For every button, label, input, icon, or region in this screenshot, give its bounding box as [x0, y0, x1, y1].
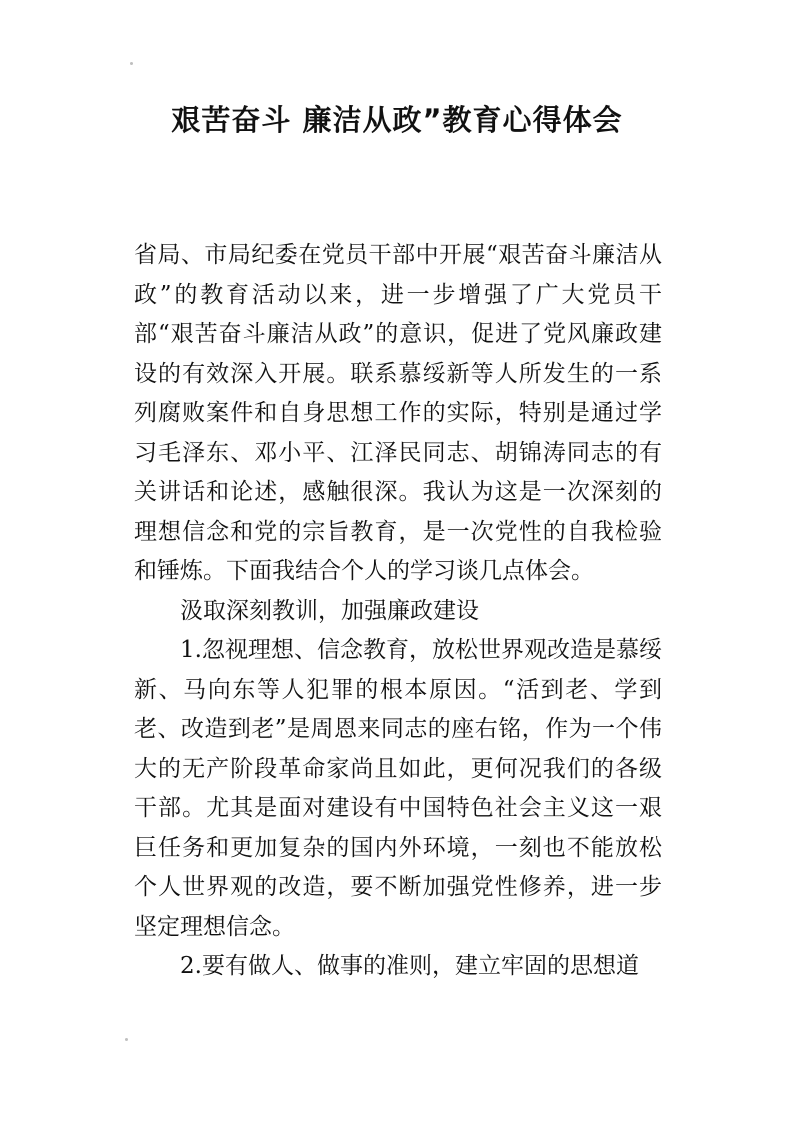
- section-heading: 汲取深刻教训，加强廉政建设: [180, 597, 479, 624]
- paragraph-point-2: 2.要有做人、做事的准则，建立牢固的思想道: [180, 953, 639, 979]
- scan-speck: [130, 62, 133, 65]
- document-body: [134, 236, 662, 987]
- scan-speck: [125, 1038, 128, 1041]
- paragraph-point-1: 1.忽视理想、信念教育，放松世界观改造是慕绥新、马向东等人犯罪的根本原因。“活到老、学到老、改造到老”是周恩来同志的座右铭，作为一个伟大的无产阶段革命家尚且如此，更何况我们的各级干部。尤其是面对建设有中国特色社会主义这一艰巨任务和更加复杂的国内外环境，一刻也不能放松个人世界观的改造，要不断加强党性修养，进一步坚定理想信念。: [134, 637, 662, 940]
- document-title: 艰苦奋斗 廉洁从政”教育心得体会: [171, 103, 623, 137]
- paragraph-intro: 省局、市局纪委在党员干部中开展“艰苦奋斗廉洁从政”的教育活动以来，进一步增强了广大党员干部“艰苦奋斗廉洁从政”的意识，促进了党风廉政建设的有效深入开展。联系慕绥新等人所发生的一系列腐败案件和自身思想工作的实际，特别是通过学习毛泽东、邓小平、江泽民同志、胡锦涛同志的有关讲话和论述，感触很深。我认为这是一次深刻的理想信念和党的宗旨教育，是一次党性的自我检验和锤炼。下面我结合个人的学习谈几点体会。: [134, 242, 662, 584]
